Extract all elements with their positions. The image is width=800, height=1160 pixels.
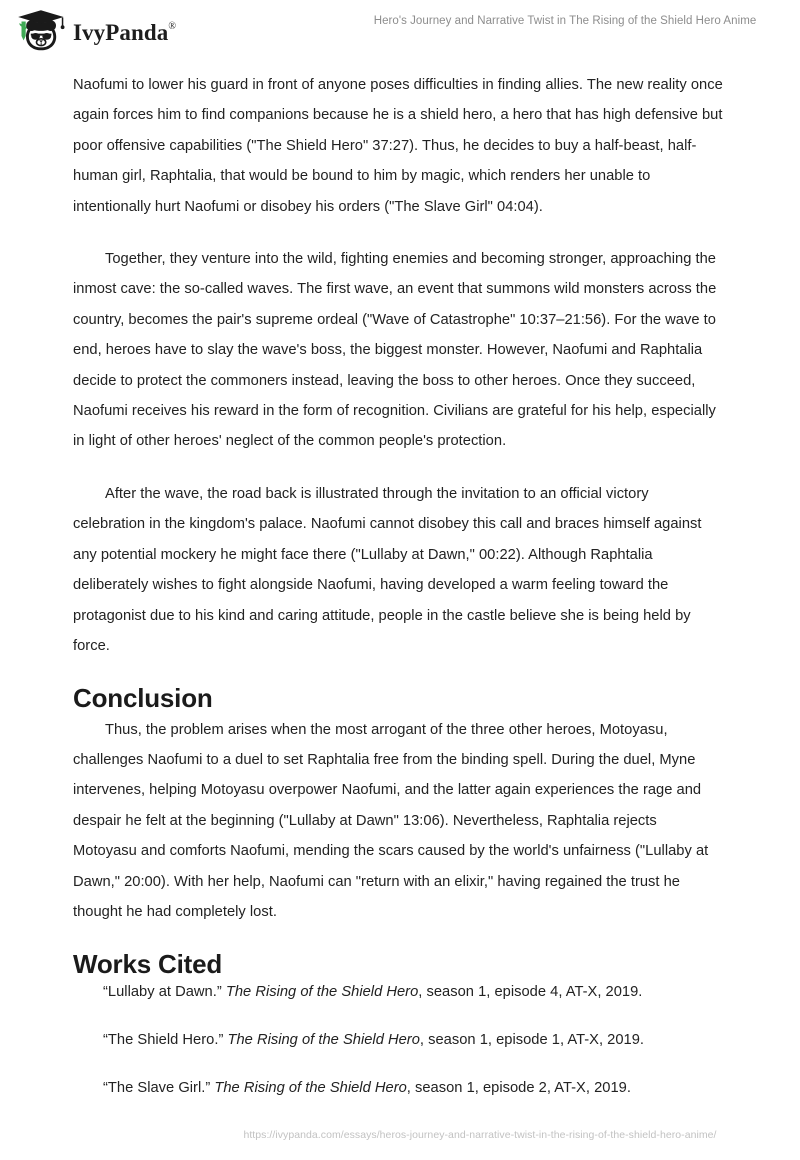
document-header-title: Hero's Journey and Narrative Twist in The Rising of the Shield Hero Anime	[373, 15, 757, 27]
citation-work-title: The Rising of the Shield Hero	[227, 1031, 420, 1048]
citation-work-title: The Rising of the Shield Hero	[214, 1079, 407, 1096]
brand-name	[73, 21, 176, 44]
paragraph-2: Together, they venture into the wild, fighting enemies and becoming stronger, approaching the inmost cave: the so-called waves. The first wave, an event that summons wild monsters across the country, becomes the pair's supreme ordeal ("Wave of Catastrophe" 10:37–21:56). For the wave to end, heroes have to slay the wave's boss, the biggest monster. However, Naofumi and Raphtalia decide to protect the commoners instead, leaving the boss to other heroes. Once they succeed, Naofumi receives his reward in the form of recognition. Civilians are grateful for his help, especially in light of other heroes' neglect of the common people's protection.	[73, 251, 717, 450]
citation-episode-title: “The Slave Girl.”	[103, 1079, 215, 1096]
paragraph-3: After the wave, the road back is illustrated through the invitation to an official victory celebration in the kingdom's palace. Naofumi cannot disobey this call and braces himself against any potential mockery he might face there ("Lullaby at Dawn," 00:22). Although Raphtalia deliberately wishes to fight alongside Naofumi, having developed a warm feeling toward the protagonist due to his kind and caring attitude, people in the castle believe she is being held by force.	[73, 485, 702, 654]
works-cited-heading: Works Cited	[73, 949, 223, 980]
citation-details: , season 1, episode 1, AT-X, 2019.	[419, 1031, 645, 1048]
citation-entry	[73, 1029, 723, 1051]
paragraph-1: Naofumi to lower his guard in front of anyone poses difficulties in finding allies. The new reality once again forces him to find companions because he is a shield hero, a hero that has high defensive but poor offensive capabilities ("The Shield Hero" 37:27). Thus, he decides to buy a half-beast, half-human girl, Raphtalia, that would be bound to him by magic, which renders her unable to intentionally hurt Naofumi or disobey his orders ("The Slave Girl" 04:04).	[73, 77, 723, 215]
source-url[interactable]: https://ivypanda.com/essays/heros-journey-and-narrative-twist-in-the-rising-of-the-shield-hero-anime/	[243, 1129, 717, 1141]
citation-entry	[73, 1077, 723, 1099]
citation-details: , season 1, episode 4, AT-X, 2019.	[418, 983, 643, 1000]
citation-episode-title: “Lullaby at Dawn.”	[103, 983, 226, 1000]
panda-graduate-logo-icon	[14, 9, 66, 53]
conclusion-paragraph: Thus, the problem arises when the most arrogant of the three other heroes, Motoyasu, challenges Naofumi to a duel to set Raphtalia free from the binding spell. During the duel, Myne intervenes, helping Motoyasu overpower Naofumi, and the latter again experiences the rage and despair he felt at the beginning ("Lullaby at Dawn" 13:06). Nevertheless, Raphtalia rejects Motoyasu and comforts Naofumi, mending the scars caused by the world's unfairness ("Lullaby at Dawn," 20:00). With her help, Naofumi can "return with an elixir," having regained the trust he thought he had completely lost.	[73, 721, 709, 920]
citation-episode-title: “The Shield Hero.”	[103, 1031, 228, 1048]
registered-trademark-symbol: ®	[168, 20, 177, 32]
citation-details: , season 1, episode 2, AT-X, 2019.	[406, 1079, 631, 1096]
page-footer	[0, 1125, 800, 1143]
brand-logo[interactable]	[14, 9, 176, 53]
page-header	[0, 0, 800, 60]
citation-entry	[73, 981, 723, 1003]
conclusion-heading: Conclusion	[73, 683, 213, 714]
citation-work-title: The Rising of the Shield Hero	[225, 983, 419, 1000]
brand-name-text: IvyPanda	[73, 19, 169, 45]
document-body	[73, 70, 723, 1125]
